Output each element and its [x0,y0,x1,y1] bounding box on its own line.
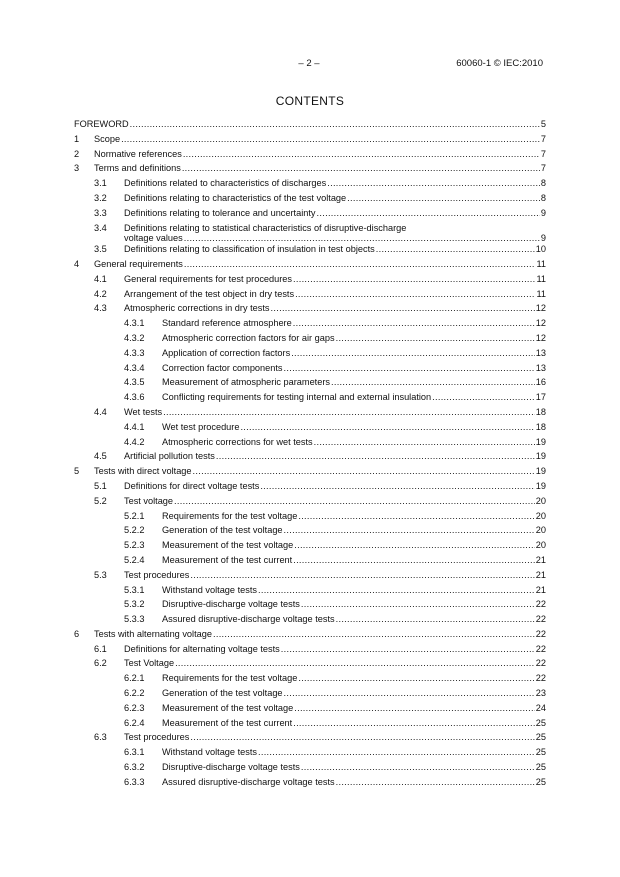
toc-entry[interactable] [74,553,546,568]
dot-leader [293,553,535,568]
toc-entry-page: 22 [535,658,546,669]
toc-entry-page: 9 [540,207,546,218]
toc-entry[interactable] [74,716,546,731]
dot-leader [213,627,535,642]
toc-entry-title: Withstand voltage tests [162,584,257,595]
toc-entry[interactable] [74,775,546,790]
dot-leader [258,583,535,598]
dot-leader [293,316,535,331]
toc-entry-title: Measurement of the test current [162,554,293,565]
toc-entry-number: 6.2 [94,658,107,669]
toc-entry-page: 19 [535,436,546,447]
dot-leader [260,479,534,494]
toc-entry[interactable] [74,147,546,162]
toc-entry-number: 5.2.1 [124,510,145,521]
toc-entry-number: 4.3.5 [124,377,145,388]
toc-entry-number: 5.3 [94,569,107,580]
toc-entry-number: 6.3 [94,732,107,743]
dot-leader [130,117,540,132]
toc-entry-page: 12 [535,318,546,329]
toc-entry[interactable] [74,242,546,257]
toc-entry-number: 4.2 [94,288,107,299]
toc-entry-title: Test procedures [124,732,190,743]
dot-leader [331,375,535,390]
toc-entry-title: Definitions relating to statistical characteristics of disruptive-discharge [124,222,407,233]
toc-entry-page: 18 [535,421,546,432]
toc-entry-page: 22 [535,614,546,625]
dot-leader [293,716,535,731]
toc-entry-number: 4.4.1 [124,421,145,432]
toc-entry-page: 25 [535,732,546,743]
dot-leader [284,361,535,376]
toc-entry-title: Definitions related to characteristics of discharges [124,178,327,189]
toc-entry-page: 19 [535,451,546,462]
toc-entry-page: 25 [535,762,546,773]
dot-leader [301,760,535,775]
toc-entry-page: 20 [535,510,546,521]
toc-entry-title: Test procedures [124,569,190,580]
toc-entry-title: Atmospheric corrections in dry tests [124,303,270,314]
toc-entry-number: 5.1 [94,480,107,491]
toc-entry[interactable] [74,206,546,221]
toc-entry[interactable] [74,420,546,435]
page-header [0,58,620,72]
toc-entry-page: 20 [535,495,546,506]
dot-leader [163,405,535,420]
dot-leader [183,147,540,162]
dot-leader [190,568,534,583]
toc-entry[interactable] [74,132,546,147]
toc-entry-title: Definitions relating to tolerance and uncertainty [124,207,316,218]
toc-entry-title: Definitions for direct voltage tests [124,480,260,491]
toc-entry-title: Assured disruptive-discharge voltage tests [162,776,335,787]
toc-entry-title: Disruptive-discharge voltage tests [162,762,300,773]
toc-entry[interactable] [74,117,546,132]
toc-entry-title: Normative references [94,148,182,159]
toc-entry-title: FOREWORD [74,119,129,129]
toc-entry[interactable] [74,191,546,206]
toc-entry[interactable] [74,331,546,346]
toc-entry-title: Tests with direct voltage [94,466,192,477]
toc-entry[interactable] [74,568,546,583]
toc-entry-title: Application of correction factors [162,347,291,358]
toc-entry[interactable] [74,479,546,494]
toc-entry-number: 4.4 [94,406,107,417]
toc-entry[interactable] [74,538,546,553]
dot-leader [190,730,534,745]
toc-entry-title: Definitions relating to classification of insulation in test objects [124,244,375,255]
toc-entry-number: 3.3 [94,207,107,218]
toc-entry[interactable] [74,405,546,420]
toc-entry[interactable] [74,316,546,331]
dot-leader [293,272,535,287]
toc-entry[interactable] [74,494,546,509]
toc-entry-number: 3.4 [94,222,107,233]
toc-entry[interactable] [74,642,546,657]
toc-entry-number: 6.2.2 [124,688,145,699]
toc-entry-title: Measurement of the test current [162,717,293,728]
toc-entry[interactable] [74,583,546,598]
toc-entry-number: 4.3.6 [124,392,145,403]
dot-leader [184,257,536,272]
toc-entry[interactable] [74,301,546,316]
toc-entry-page: 5 [540,119,546,129]
toc-entry[interactable] [74,597,546,612]
toc-entry[interactable] [74,375,546,390]
dot-leader [291,346,535,361]
dot-leader [281,642,535,657]
toc-entry-number: 6.3.3 [124,776,145,787]
toc-entry-page: 20 [535,525,546,536]
toc-entry-number: 4.3 [94,303,107,314]
toc-entry-title: Measurement of atmospheric parameters [162,377,330,388]
toc-entry-page: 19 [535,466,546,477]
toc-entry[interactable] [74,701,546,716]
toc-entry-title: Standard reference atmosphere [162,318,292,329]
toc-entry-title: General requirements for test procedures [124,273,293,284]
toc-entry-number: 5.2.4 [124,554,145,565]
toc-entry-title: Scope [94,133,121,144]
toc-entry-number: 5.2 [94,495,107,506]
toc-entry-page: 22 [535,599,546,610]
toc-entry-number: 3.5 [94,244,107,255]
toc-entry[interactable] [74,346,546,361]
dot-leader [174,494,535,509]
toc-entry-page: 20 [535,540,546,551]
toc-entry[interactable] [74,361,546,376]
toc-entry-title: Atmospheric corrections for wet tests [162,436,313,447]
toc-entry-number: 4.3.4 [124,362,145,373]
toc-entry-number: 6.1 [94,643,107,654]
toc-entry[interactable] [74,686,546,701]
toc-entry-page: 11 [536,288,546,299]
dot-leader [376,242,535,257]
dot-leader [336,775,535,790]
toc-entry-number: 3.1 [94,178,107,189]
dot-leader [317,206,540,221]
dot-leader [432,390,535,405]
contents-title: CONTENTS [275,94,345,108]
toc-entry-page: 17 [535,392,546,403]
toc-entry[interactable] [74,745,546,760]
dot-leader [298,671,534,686]
toc-entry-title: Test voltage [124,495,174,506]
toc-entry-page: 7 [540,163,546,174]
toc-entry-title: Correction factor components [162,362,283,373]
toc-entry-number: 5.2.2 [124,525,145,536]
toc-entry-title: Generation of the test voltage [162,688,283,699]
toc-entry-number: 4.3.2 [124,332,145,343]
dot-leader [271,301,535,316]
toc-entry-page: 11 [536,273,546,284]
toc-entry-number: 5.2.3 [124,540,145,551]
toc-entry-number: 2 [74,148,80,159]
toc-entry-number: 1 [74,133,80,144]
toc-entry-number: 6.3.2 [124,762,145,773]
toc-entry-title: Artificial pollution tests [124,451,215,462]
toc-entry[interactable] [74,612,546,627]
dot-leader [284,686,535,701]
dot-leader [294,538,535,553]
dot-leader [121,132,540,147]
toc-entry-number: 5.3.2 [124,599,145,610]
toc-entry-number: 3.2 [94,192,107,203]
toc-entry-title: Assured disruptive-discharge voltage tests [162,614,335,625]
dot-leader [193,464,535,479]
toc-entry-number: 4.4.2 [124,436,145,447]
toc-entry-page: 9 [540,233,546,244]
toc-entry-title: Disruptive-discharge voltage tests [162,599,300,610]
toc-entry-number: 4.5 [94,451,107,462]
toc-entry-page: 13 [535,362,546,373]
toc-entry-title: Wet test procedure [162,421,240,432]
toc-entry[interactable] [74,449,546,464]
toc-entry[interactable] [74,390,546,405]
toc-entry-number: 4.3.3 [124,347,145,358]
toc-entry-title: Terms and definitions [94,163,181,174]
toc-entry-title: Test Voltage [124,658,175,669]
dot-leader [240,420,534,435]
toc-entry-title: Measurement of the test voltage [162,540,294,551]
page-number: – 2 – [298,58,320,69]
toc-entry-number: 6 [74,628,80,639]
toc-entry[interactable] [74,161,546,176]
toc-entry-number: 3 [74,163,80,174]
dot-leader [216,449,535,464]
toc-entry-page: 22 [535,628,546,639]
toc-entry-page: 12 [535,303,546,314]
dot-leader [182,161,540,176]
toc-entry-title: General requirements [94,258,183,269]
toc-entry[interactable] [74,509,546,524]
toc-entry-number: 4.1 [94,273,107,284]
toc-entry-title: Measurement of the test voltage [162,702,294,713]
toc-entry-page: 8 [540,178,546,189]
toc-entry-title: Conflicting requirements for testing internal and external insulation [162,392,432,403]
toc-entry-number: 4 [74,258,80,269]
toc-entry-number: 6.2.3 [124,702,145,713]
toc-entry[interactable] [74,523,546,538]
toc-entry-page: 12 [535,332,546,343]
dot-leader [301,597,535,612]
toc-entry-title: Atmospheric correction factors for air gaps [162,332,335,343]
toc-entry[interactable] [74,730,546,745]
toc-entry-page: 19 [535,480,546,491]
dot-leader [327,176,540,191]
toc-entry-title: Definitions relating to characteristics of the test voltage [124,192,347,203]
toc-entry-page: 21 [535,584,546,595]
toc-entry-page: 22 [535,673,546,684]
dot-leader [347,191,540,206]
dot-leader [336,612,535,627]
toc-entry-page: 10 [535,244,546,255]
dot-leader [284,523,535,538]
toc-entry-number: 6.2.1 [124,673,145,684]
toc-entry[interactable] [74,627,546,642]
toc-entry-number: 5 [74,466,80,477]
toc-entry-title: Withstand voltage tests [162,747,257,758]
toc-entry-title: Arrangement of the test object in dry tests [124,288,295,299]
dot-leader [336,331,535,346]
toc-entry-page: 22 [535,643,546,654]
toc-entry-number: 5.3.3 [124,614,145,625]
dot-leader [175,656,535,671]
toc-entry-number: 4.3.1 [124,318,145,329]
toc-entry-page: 7 [540,148,546,159]
toc-entry-page: 23 [535,688,546,699]
toc-entry-title: Wet tests [124,406,163,417]
toc-entry-page: 24 [535,702,546,713]
dot-leader [258,745,535,760]
toc-entry-page: 11 [536,258,546,269]
toc-entry-page: 21 [535,569,546,580]
toc-entry-page: 18 [535,406,546,417]
toc-entry-page: 21 [535,554,546,565]
toc-entry-title: Generation of the test voltage [162,525,283,536]
toc-entry-page: 13 [535,347,546,358]
dot-leader [314,435,535,450]
toc-entry[interactable] [74,435,546,450]
toc-entry-title: Requirements for the test voltage [162,510,298,521]
toc-entry[interactable] [74,671,546,686]
toc-entry-number: 6.3.1 [124,747,145,758]
toc-entry-page: 25 [535,717,546,728]
toc-entry[interactable] [74,176,546,191]
toc-entry-number: 6.2.4 [124,717,145,728]
toc-entry[interactable] [74,287,546,302]
toc-entry-title: Definitions for alternating voltage tests [124,643,280,654]
toc-entry-page: 25 [535,776,546,787]
toc-entry-page: 16 [535,377,546,388]
standard-reference: 60060-1 © IEC:2010 [456,58,543,69]
toc-entry[interactable] [74,656,546,671]
toc-entry-number: 5.3.1 [124,584,145,595]
toc-entry-title: Requirements for the test voltage [162,673,298,684]
dot-leader [298,509,534,524]
toc-entry[interactable] [74,257,546,272]
table-of-contents [74,117,546,790]
dot-leader [294,701,535,716]
dot-leader [295,287,535,302]
toc-entry[interactable] [74,760,546,775]
toc-entry-page: 7 [540,133,546,144]
toc-entry[interactable] [74,272,546,287]
toc-entry-page: 25 [535,747,546,758]
toc-entry-title: Tests with alternating voltage [94,628,212,639]
toc-entry[interactable] [74,464,546,479]
toc-entry-page: 8 [540,192,546,203]
toc-entry-title-continued: voltage values [124,233,183,244]
toc-entry[interactable] [74,221,546,243]
